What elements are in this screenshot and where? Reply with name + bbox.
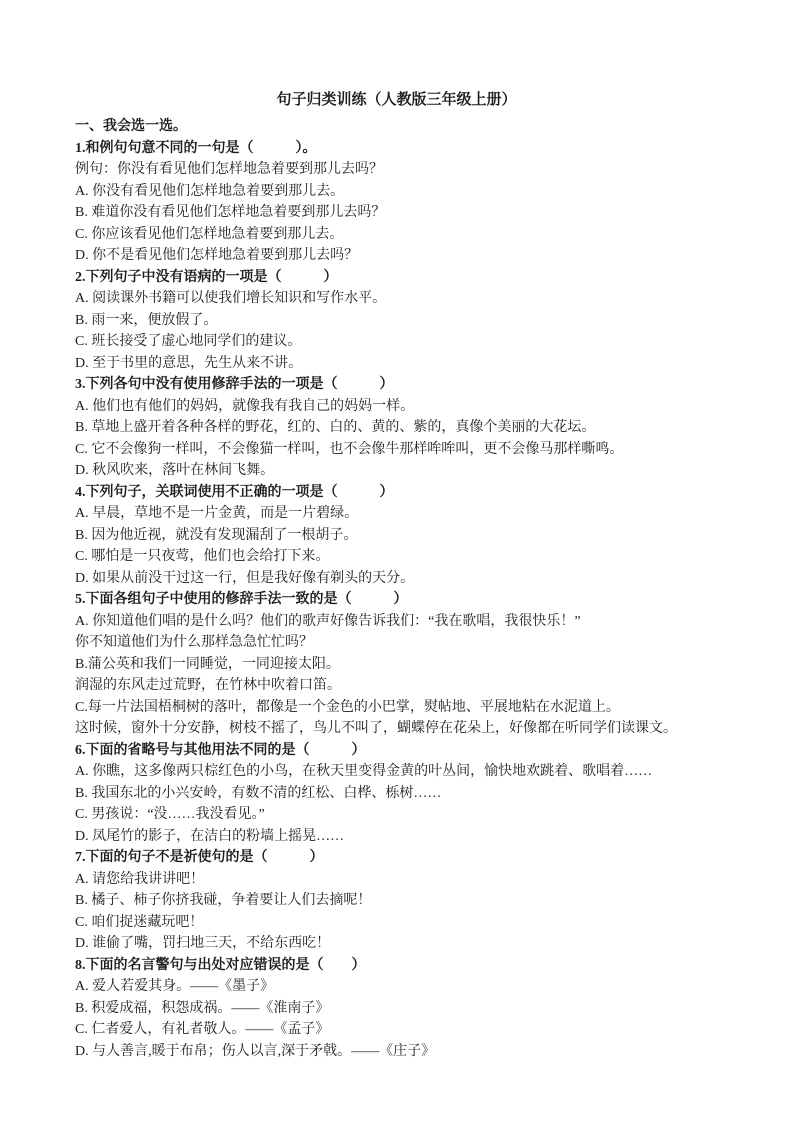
question-1-option-b: B. 难道你没有看见他们怎样地急着要到那儿去吗？ bbox=[75, 205, 386, 220]
question-5-option-b: B.蒲公英和我们一同睡觉，一同迎接太阳。 bbox=[75, 656, 340, 672]
question-6-option-d: D. 凤尾竹的影子，在洁白的粉墙上摇晃…… bbox=[75, 828, 345, 844]
question-2-option-d: D. 至于书里的意思，先生从来不讲。 bbox=[75, 355, 303, 371]
question-4-option-b: B. 因为他近视，就没有发现漏刮了一根胡子。 bbox=[75, 527, 358, 543]
question-7-option-b: B. 橘子、柿子你挤我碰，争着要让人们去摘呢！ bbox=[75, 893, 372, 908]
question-8-option-a: A. 爱人若爱其身。——《墨子》 bbox=[75, 979, 275, 994]
question-3-option-b: B. 草地上盛开着各种各样的野花，红的、白的、黄的、紫的，真像个美丽的大花坛。 bbox=[75, 420, 596, 435]
doc-title: 句子归类训练（人教版三年级上册） bbox=[276, 92, 517, 108]
question-3-option-d: D. 秋风吹来，落叶在林间飞舞。 bbox=[75, 463, 275, 478]
question-4-option-c: C. 哪怕是一只夜莺，他们也会给打下来。 bbox=[75, 549, 330, 564]
question-2-option-a: A. 阅读课外书籍可以使我们增长知识和写作水平。 bbox=[75, 291, 387, 306]
question-6-option-b: B. 我国东北的小兴安岭，有数不清的红松、白桦、栎树…… bbox=[75, 785, 442, 801]
question-6-option-c: C. 男孩说：“没……我没看见。” bbox=[75, 807, 265, 822]
question-1-option-c: C. 你应该看见他们怎样地急着要到那儿去。 bbox=[75, 226, 344, 242]
question-5-option-a-cont: 你不知道他们为什么那样急急忙忙吗？ bbox=[75, 635, 313, 650]
question-1-option-a: A. 你没有看见他们怎样地急着要到那儿去。 bbox=[75, 183, 345, 199]
question-8-stem: 8.下面的名言警句与出处对应错误的是（ ） bbox=[75, 957, 366, 973]
question-8-option-d: D. 与人善言,暖于布帛；伤人以言,深于矛戟。——《庄子》 bbox=[75, 1043, 436, 1059]
question-6-stem: 6.下面的省略号与其他用法不同的是（ ） bbox=[75, 742, 366, 758]
question-3-option-c: C. 它不会像狗一样叫，不会像猫一样叫，也不会像牛那样哞哞叫，更不会像马那样嘶鸣。 bbox=[75, 441, 624, 457]
question-5-option-a: A. 你知道他们唱的是什么吗？他们的歌声好像告诉我们：“我在歌唱，我很快乐！” bbox=[75, 613, 581, 629]
section-heading: 一、我会选一选。 bbox=[75, 119, 187, 134]
question-7-option-d: D. 谁偷了嘴，罚扫地三天，不给东西吃！ bbox=[75, 936, 331, 951]
question-8-option-b: B. 积爱成福，积怨成祸。——《淮南子》 bbox=[75, 1000, 330, 1016]
question-2-option-c: C. 班长接受了虚心地同学们的建议。 bbox=[75, 334, 302, 349]
question-3-option-a: A. 他们也有他们的妈妈，就像我有我自己的妈妈一样。 bbox=[75, 398, 415, 414]
question-5-stem: 5.下面各组句子中使用的修辞手法一致的是（ ） bbox=[75, 592, 408, 607]
question-2-option-b: B. 雨一来，便放假了。 bbox=[75, 312, 218, 328]
question-1-option-d: D. 你不是看见他们怎样地急着要到那儿去吗？ bbox=[75, 248, 359, 263]
question-5-option-c-cont: 这时候，窗外十分安静，树枝不摇了，鸟儿不叫了，蝴蝶停在花朵上，好像都在听同学们读课文。 bbox=[75, 721, 677, 736]
question-1-stem: 1.和例句句意不同的一句是（ ）。 bbox=[75, 140, 317, 156]
question-3-stem: 3.下列各句中没有使用修辞手法的一项是（ ） bbox=[75, 377, 394, 392]
question-5-option-c: C.每一片法国梧桐树的落叶，都像是一个金色的小巴掌，熨帖地、平展地粘在水泥道上。 bbox=[75, 699, 620, 715]
question-5-option-b-cont: 润湿的东风走过荒野，在竹林中吹着口笛。 bbox=[75, 678, 341, 693]
question-4-option-a: A. 早晨，草地不是一片金黄，而是一片碧绿。 bbox=[75, 506, 359, 521]
worksheet-content bbox=[0, 116, 793, 1062]
question-7-option-c: C. 咱们捉迷藏玩吧！ bbox=[75, 914, 204, 930]
question-7-option-a: A. 请您给我讲讲吧！ bbox=[75, 871, 205, 887]
question-8-option-c: C. 仁者爱人，有礼者敬人。——《孟子》 bbox=[75, 1022, 330, 1037]
question-1-example: 例句：你没有看见他们怎样地急着要到那儿去吗？ bbox=[75, 162, 383, 177]
question-7-stem: 7.下面的句子不是祈使句的是（ ） bbox=[75, 850, 324, 865]
question-4-stem: 4.下列句子，关联词使用不正确的一项是（ ） bbox=[75, 484, 394, 500]
question-2-stem: 2.下列句子中没有语病的一项是（ ） bbox=[75, 269, 338, 285]
question-4-option-d: D. 如果从前没干过这一行，但是我好像有剃头的天分。 bbox=[75, 570, 415, 586]
question-6-option-a: A. 你瞧，这多像两只棕红色的小鸟，在秋天里变得金黄的叶丛间，愉快地欢跳着、歌唱着…… bbox=[75, 764, 653, 779]
